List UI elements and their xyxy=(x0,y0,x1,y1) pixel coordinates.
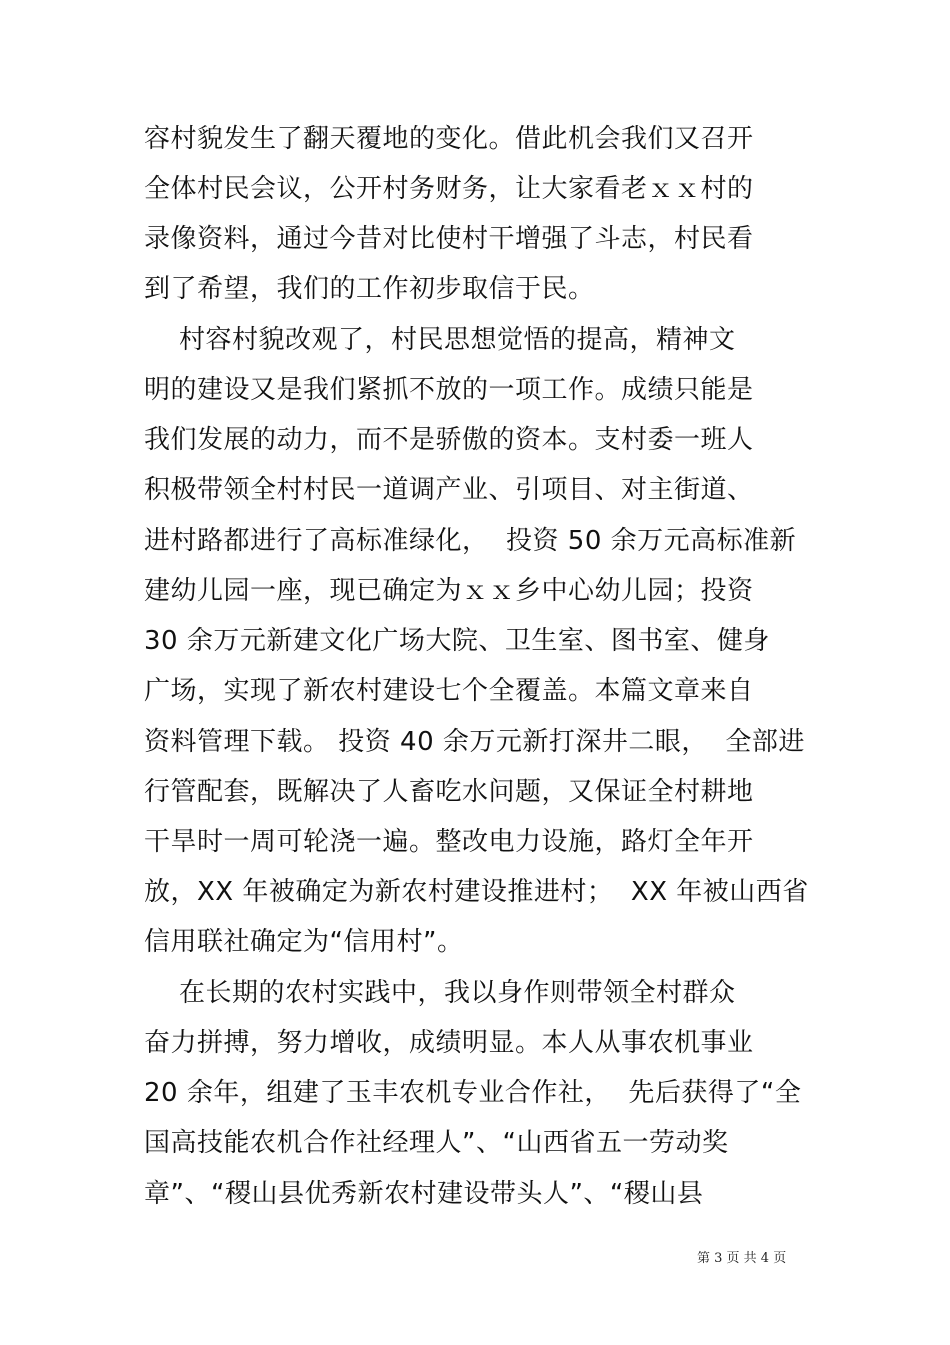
text-line: 建幼儿园一座，现已确定为ｘｘ乡中心幼儿园；投资 xyxy=(144,576,754,606)
text-line: 奋力拼搏，努力增收，成绩明显。本人从事农机事业 xyxy=(144,1028,754,1058)
page-number-footer: 第 3 页 共 4 页 xyxy=(697,1251,787,1266)
text-line: 章”、“稷山县优秀新农村建设带头人”、“稷山县 xyxy=(144,1179,704,1209)
text-line: 明的建设又是我们紧抓不放的一项工作。成绩只能是 xyxy=(144,375,754,405)
text-line: 到了希望，我们的工作初步取信于民。 xyxy=(144,274,595,304)
text-line: 信用联社确定为“信用村”。 xyxy=(144,927,464,957)
text-line: 全体村民会议，公开村务财务，让大家看老ｘｘ村的 xyxy=(144,174,754,204)
text-line: 积极带领全村村民一道调产业、引项目、对主街道、 xyxy=(144,475,754,505)
text-line: 广场，实现了新农村建设七个全覆盖。本篇文章来自 xyxy=(144,676,754,706)
text-line: 容村貌发生了翻天覆地的变化。借此机会我们又召开 xyxy=(144,124,754,154)
text-line: 20 余年，组建了玉丰农机专业合作社， 先后获得了“全 xyxy=(144,1078,802,1108)
text-line: 行管配套，既解决了人畜吃水问题，又保证全村耕地 xyxy=(144,777,754,807)
text-line: 30 余万元新建文化广场大院、卫生室、图书室、健身 xyxy=(144,626,770,656)
text-line: 录像资料，通过今昔对比使村干增强了斗志，村民看 xyxy=(144,224,754,254)
text-line: 放，XX 年被确定为新农村建设推进村； XX 年被山西省 xyxy=(144,877,809,907)
text-line: 进村路都进行了高标准绿化， 投资 50 余万元高标准新 xyxy=(144,526,797,556)
text-line: 国高技能农机合作社经理人”、“山西省五一劳动奖 xyxy=(144,1128,729,1158)
paragraph-start-line: 村容村貌改观了，村民思想觉悟的提高，精神文 xyxy=(144,325,736,355)
paragraph-start-line: 在长期的农村实践中，我以身作则带领全村群众 xyxy=(144,978,736,1008)
text-line: 干旱时一周可轮浇一遍。整改电力设施，路灯全年开 xyxy=(144,827,754,857)
text-line: 我们发展的动力，而不是骄傲的资本。支村委一班人 xyxy=(144,425,754,455)
text-line: 资料管理下载。 投资 40 余万元新打深井二眼， 全部进 xyxy=(144,727,805,757)
